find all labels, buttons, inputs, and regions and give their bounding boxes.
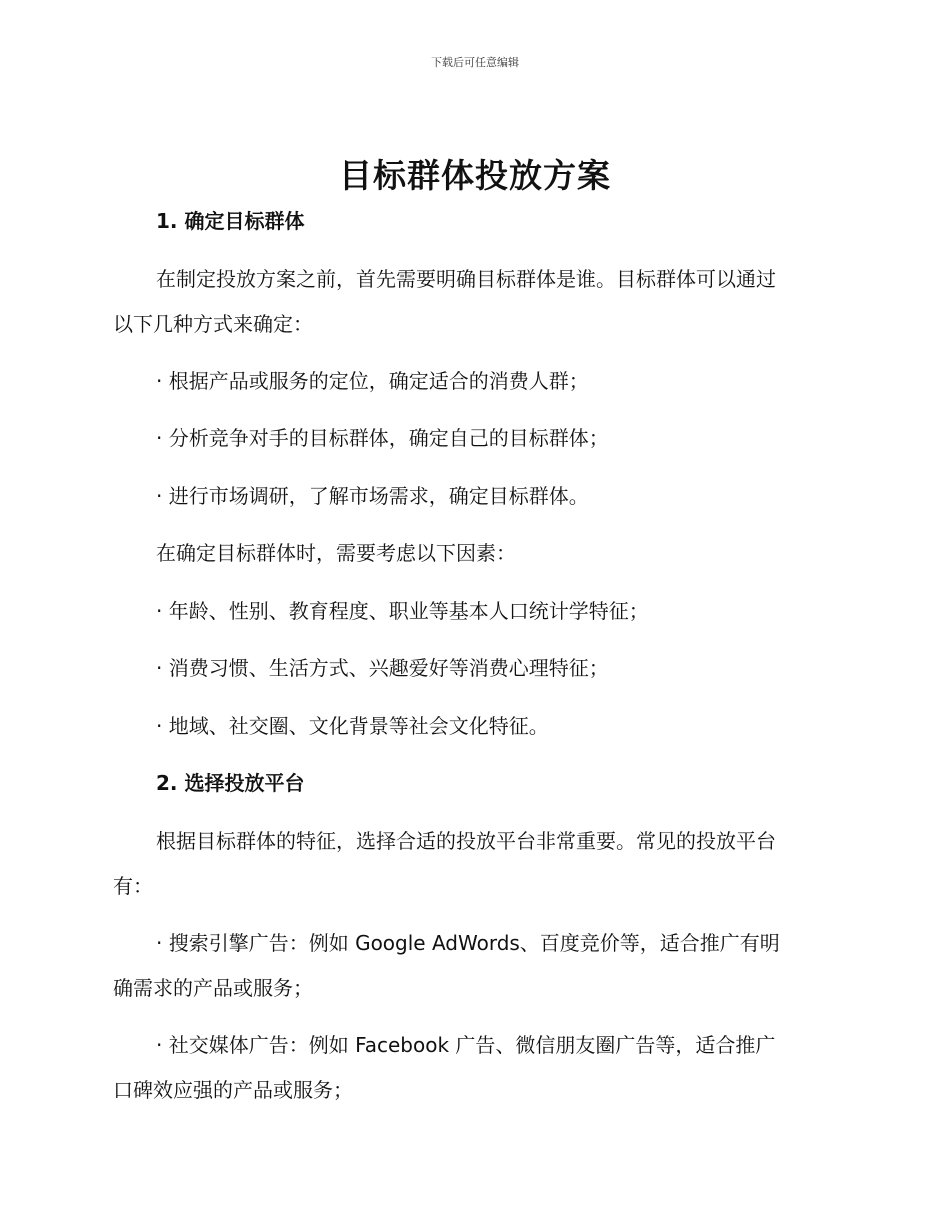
paragraph-line: 有：	[113, 874, 153, 898]
bullet-item: · 年龄、性别、教育程度、职业等基本人口统计学特征；	[156, 599, 649, 623]
paragraph-line: 以下几种方式来确定：	[113, 312, 313, 336]
bullet-item-continuation: 确需求的产品或服务；	[113, 976, 313, 1000]
bullet-item: · 搜索引擎广告：例如 Google AdWords、百度竞价等，适合推广有明	[156, 931, 780, 955]
section-heading-2: 2. 选择投放平台	[156, 771, 305, 795]
paragraph-line: 在制定投放方案之前，首先需要明确目标群体是谁。目标群体可以通过	[156, 267, 776, 291]
page-header: 下载后可任意编辑	[431, 56, 519, 69]
bullet-item: · 消费习惯、生活方式、兴趣爱好等消费心理特征；	[156, 656, 609, 680]
paragraph-line: 根据目标群体的特征，选择合适的投放平台非常重要。常见的投放平台	[156, 829, 776, 853]
section-heading-1: 1. 确定目标群体	[156, 209, 305, 233]
bullet-item: · 进行市场调研，了解市场需求，确定目标群体。	[156, 484, 589, 508]
bullet-item: · 地域、社交圈、文化背景等社会文化特征。	[156, 714, 549, 738]
bullet-item: · 社交媒体广告：例如 Facebook 广告、微信朋友圈广告等，适合推广	[156, 1033, 776, 1057]
bullet-item: · 根据产品或服务的定位，确定适合的消费人群；	[156, 369, 589, 393]
bullet-item-continuation: 口碑效应强的产品或服务；	[113, 1078, 353, 1102]
bullet-item: · 分析竞争对手的目标群体，确定自己的目标群体；	[156, 426, 609, 450]
paragraph-line: 在确定目标群体时，需要考虑以下因素：	[156, 541, 516, 565]
document-title: 目标群体投放方案	[339, 156, 611, 195]
